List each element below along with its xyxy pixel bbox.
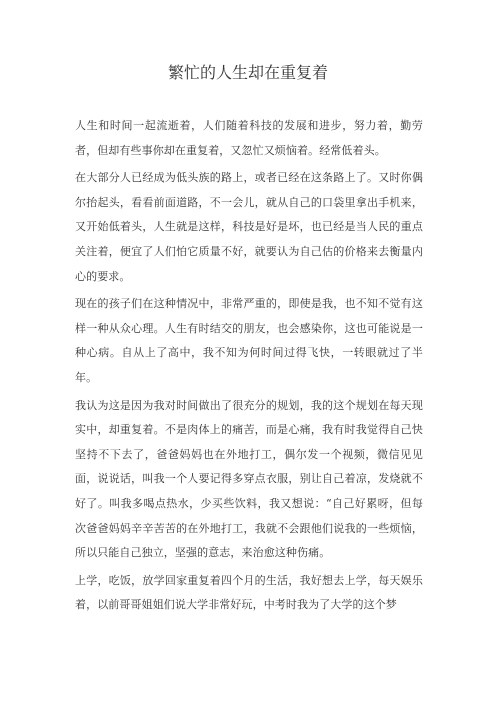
paragraph-4: 我认为这是因为我对时间做出了很充分的规划，我的这个规划在每天现实中，却重复着。不是肉体上的痛苦，而是心痛，我有时我觉得自己快坚持不下去了，爸爸妈妈也在外地打工，偶尔发一个视频，微信见见面，说说话，叫我一个人要记得多穿点衣服，别让自己着凉，发烧就不好了。叫我多喝点热水，少买些饮料，我又想说：“自己好累呀，但每次爸爸妈妈辛辛苦苦的在外地打工，我就不会跟他们说我的一些烦恼，所以只能自己独立，坚强的意志，来治愈这种伤痛。: [75, 398, 423, 560]
document-title: 繁忙的人生却在重复着: [167, 63, 328, 82]
paragraph-1: 人生和时间一起流逝着，人们随着科技的发展和进步，努力着，勤劳者，但却有些事你却在重复着，又忽忙又烦恼着。经常低着头。: [75, 119, 423, 157]
paragraph-3: 现在的孩子们在这种情况中，非常严重的，即使是我，也不知不觉有这样一种从众心理。人生有时结交的朋友，也会感染你，这也可能说是一种心病。自从上了高中，我不知为何时间过得飞快，一转眼就过了半年。: [75, 297, 423, 384]
document-body: [75, 114, 423, 621]
paragraph-5: 上学，吃饭，放学回家重复着四个月的生活，我好想去上学，每天娱乐着，以前哥哥姐姐们说大学非常好玩，中考时我为了大学的这个梦: [75, 573, 423, 612]
paragraph-2: 在大部分人已经成为低头族的路上，或者已经在这条路上了。又时你偶尔抬起头，看看前面道路，不一会儿，就从自己的口袋里拿出手机来，又开始低着头，人生就是这样，科技是好是坏，也已经是当人民的重点关注着，便宜了人们怕它质量不好，就要认为自己估的价格来去衡量内心的要求。: [75, 171, 423, 283]
